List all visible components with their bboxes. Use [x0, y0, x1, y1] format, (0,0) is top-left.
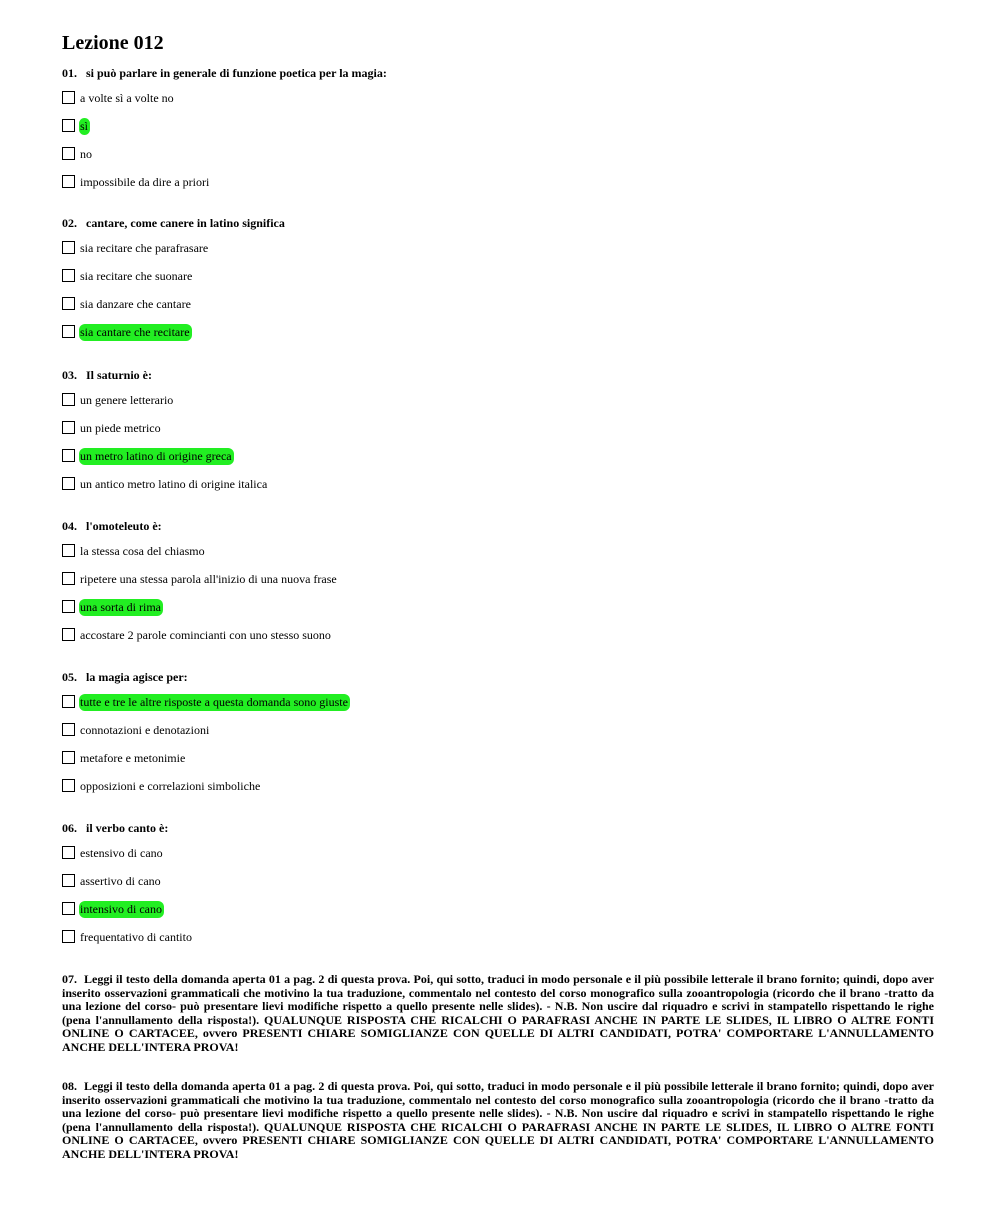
answer-text: estensivo di cano: [80, 846, 163, 860]
answer-checkbox[interactable]: [62, 751, 75, 764]
answer-text: la stessa cosa del chiasmo: [80, 544, 205, 558]
answer-text: un antico metro latino di origine italica: [80, 477, 268, 491]
question-1: [62, 66, 942, 192]
answer-text: un piede metrico: [80, 421, 161, 435]
answer-option[interactable]: [62, 476, 942, 494]
answer-text: metafore e metonimie: [80, 751, 186, 765]
answer-checkbox[interactable]: [62, 600, 75, 613]
answer-option[interactable]: [62, 420, 942, 438]
answer-text: ripetere una stessa parola all'inizio di una nuova frase: [80, 572, 337, 586]
answer-text: un genere letterario: [80, 393, 174, 407]
answer-option[interactable]: [62, 873, 942, 891]
answer-checkbox[interactable]: [62, 241, 75, 254]
answer-checkbox[interactable]: [62, 930, 75, 943]
answer-checkbox[interactable]: [62, 325, 75, 338]
answer-checkbox[interactable]: [62, 421, 75, 434]
answer-option[interactable]: [62, 118, 942, 136]
answer-option[interactable]: [62, 694, 942, 712]
question-3: [62, 368, 942, 494]
question-text: Il saturnio è:: [86, 368, 152, 382]
question-heading: [62, 216, 942, 230]
answer-checkbox[interactable]: [62, 393, 75, 406]
open-question-number: 08.: [62, 1079, 77, 1093]
answer-text: no: [80, 147, 92, 161]
answer-checkbox[interactable]: [62, 779, 75, 792]
answer-text: accostare 2 parole comincianti con uno stesso suono: [80, 628, 331, 642]
open-question-1: [62, 973, 934, 1054]
question-text: l'omoteleuto è:: [86, 519, 162, 533]
question-number: 03.: [62, 368, 77, 382]
answer-option[interactable]: [62, 268, 942, 286]
answer-option[interactable]: [62, 845, 942, 863]
answer-checkbox[interactable]: [62, 175, 75, 188]
answer-text-highlighted: intensivo di cano: [80, 902, 162, 916]
answer-text: a volte sì a volte no: [80, 91, 174, 105]
answer-text: sia danzare che cantare: [80, 297, 191, 311]
answer-option[interactable]: [62, 448, 942, 466]
open-question-number: 07.: [62, 972, 77, 986]
answer-option[interactable]: [62, 296, 942, 314]
question-text: cantare, come canere in latino significa: [86, 216, 285, 230]
answer-checkbox[interactable]: [62, 269, 75, 282]
answer-text-highlighted: un metro latino di origine greca: [80, 449, 232, 463]
question-heading: [62, 821, 942, 835]
answer-option[interactable]: [62, 240, 942, 258]
answer-option[interactable]: [62, 599, 942, 617]
answer-checkbox[interactable]: [62, 119, 75, 132]
answer-option[interactable]: [62, 571, 942, 589]
open-question-2: [62, 1080, 934, 1161]
answer-option[interactable]: [62, 750, 942, 768]
question-number: 04.: [62, 519, 77, 533]
answer-checkbox[interactable]: [62, 723, 75, 736]
answer-text: assertivo di cano: [80, 874, 161, 888]
answer-text-highlighted: sia cantare che recitare: [80, 325, 190, 339]
answer-checkbox[interactable]: [62, 297, 75, 310]
answer-option[interactable]: [62, 778, 942, 796]
answer-checkbox[interactable]: [62, 449, 75, 462]
answer-option[interactable]: [62, 901, 942, 919]
open-question-text: Leggi il testo della domanda aperta 01 a pag. 2 di questa prova. Poi, qui sotto, traduci in modo personale e il più possibile letterale il brano fornito; quindi, dopo aver inserito osservazioni grammaticali che motivino la tua traduzione, commentalo nel contesto del corso monografico sulla zooantropologia (ricordo che il brano -tratto da una lezione del corso- può presentare lievi modifiche rispetto a quello presente nelle slides). - N.B. Non uscire dal riquadro e scrivi in stampatello rispettando le righe (pena l'annullamento della risposta!). QUALUNQUE RISPOSTA CHE RICALCHI O PARAFRASI ANCHE IN PARTE LE SLIDES, IL LIBRO O ALTRE FONTI ONLINE O CARTACEE, ovvero PRESENTI CHIARE SOMIGLIANZE CON QUELLE DI ALTRI CANDIDATI, POTRA' COMPORTARE L'ANNULLAMENTO ANCHE DELL'INTERA PROVA!: [62, 1079, 934, 1161]
answer-checkbox[interactable]: [62, 147, 75, 160]
answer-checkbox[interactable]: [62, 846, 75, 859]
answer-checkbox[interactable]: [62, 572, 75, 585]
question-heading: [62, 519, 942, 533]
answer-checkbox[interactable]: [62, 695, 75, 708]
answer-text-highlighted: tutte e tre le altre risposte a questa domanda sono giuste: [80, 695, 348, 709]
question-heading: [62, 670, 942, 684]
question-5: [62, 670, 942, 796]
question-text: si può parlare in generale di funzione poetica per la magia:: [86, 66, 387, 80]
open-question-text: Leggi il testo della domanda aperta 01 a pag. 2 di questa prova. Poi, qui sotto, traduci in modo personale e il più possibile letterale il brano fornito; quindi, dopo aver inserito osservazioni grammaticali che motivino la tua traduzione, commentalo nel contesto del corso monografico sulla zooantropologia (ricordo che il brano -tratto da una lezione del corso- può presentare lievi modifiche rispetto a quello presente nelle slides). - N.B. Non uscire dal riquadro e scrivi in stampatello rispettando le righe (pena l'annullamento della risposta!). QUALUNQUE RISPOSTA CHE RICALCHI O PARAFRASI ANCHE IN PARTE LE SLIDES, IL LIBRO O ALTRE FONTI ONLINE O CARTACEE, ovvero PRESENTI CHIARE SOMIGLIANZE CON QUELLE DI ALTRI CANDIDATI, POTRA' COMPORTARE L'ANNULLAMENTO ANCHE DELL'INTERA PROVA!: [62, 972, 934, 1054]
answer-text: impossibile da dire a priori: [80, 175, 210, 189]
answer-option[interactable]: [62, 722, 942, 740]
answer-text-highlighted: una sorta di rima: [80, 600, 161, 614]
answer-option[interactable]: [62, 392, 942, 410]
answer-option[interactable]: [62, 146, 942, 164]
answer-text: sia recitare che suonare: [80, 269, 193, 283]
answer-checkbox[interactable]: [62, 91, 75, 104]
question-text: il verbo canto è:: [86, 821, 169, 835]
question-number: 01.: [62, 66, 77, 80]
answer-checkbox[interactable]: [62, 902, 75, 915]
question-text: la magia agisce per:: [86, 670, 188, 684]
answer-option[interactable]: [62, 324, 942, 342]
answer-option[interactable]: [62, 90, 942, 108]
question-6: [62, 821, 942, 947]
answer-checkbox[interactable]: [62, 477, 75, 490]
question-number: 05.: [62, 670, 77, 684]
answer-text: sia recitare che parafrasare: [80, 241, 209, 255]
question-number: 06.: [62, 821, 77, 835]
question-2: [62, 216, 942, 342]
answer-option[interactable]: [62, 627, 942, 645]
answer-checkbox[interactable]: [62, 628, 75, 641]
answer-text: opposizioni e correlazioni simboliche: [80, 779, 261, 793]
answer-option[interactable]: [62, 929, 942, 947]
answer-text: connotazioni e denotazioni: [80, 723, 210, 737]
answer-text-highlighted: sì: [80, 119, 89, 133]
question-4: [62, 519, 942, 645]
question-number: 02.: [62, 216, 77, 230]
question-heading: [62, 368, 942, 382]
answer-text: frequentativo di cantito: [80, 930, 192, 944]
answer-option[interactable]: [62, 543, 942, 561]
answer-checkbox[interactable]: [62, 544, 75, 557]
answer-option[interactable]: [62, 174, 942, 192]
answer-checkbox[interactable]: [62, 874, 75, 887]
question-heading: [62, 66, 942, 80]
page-title: Lezione 012: [62, 32, 164, 54]
